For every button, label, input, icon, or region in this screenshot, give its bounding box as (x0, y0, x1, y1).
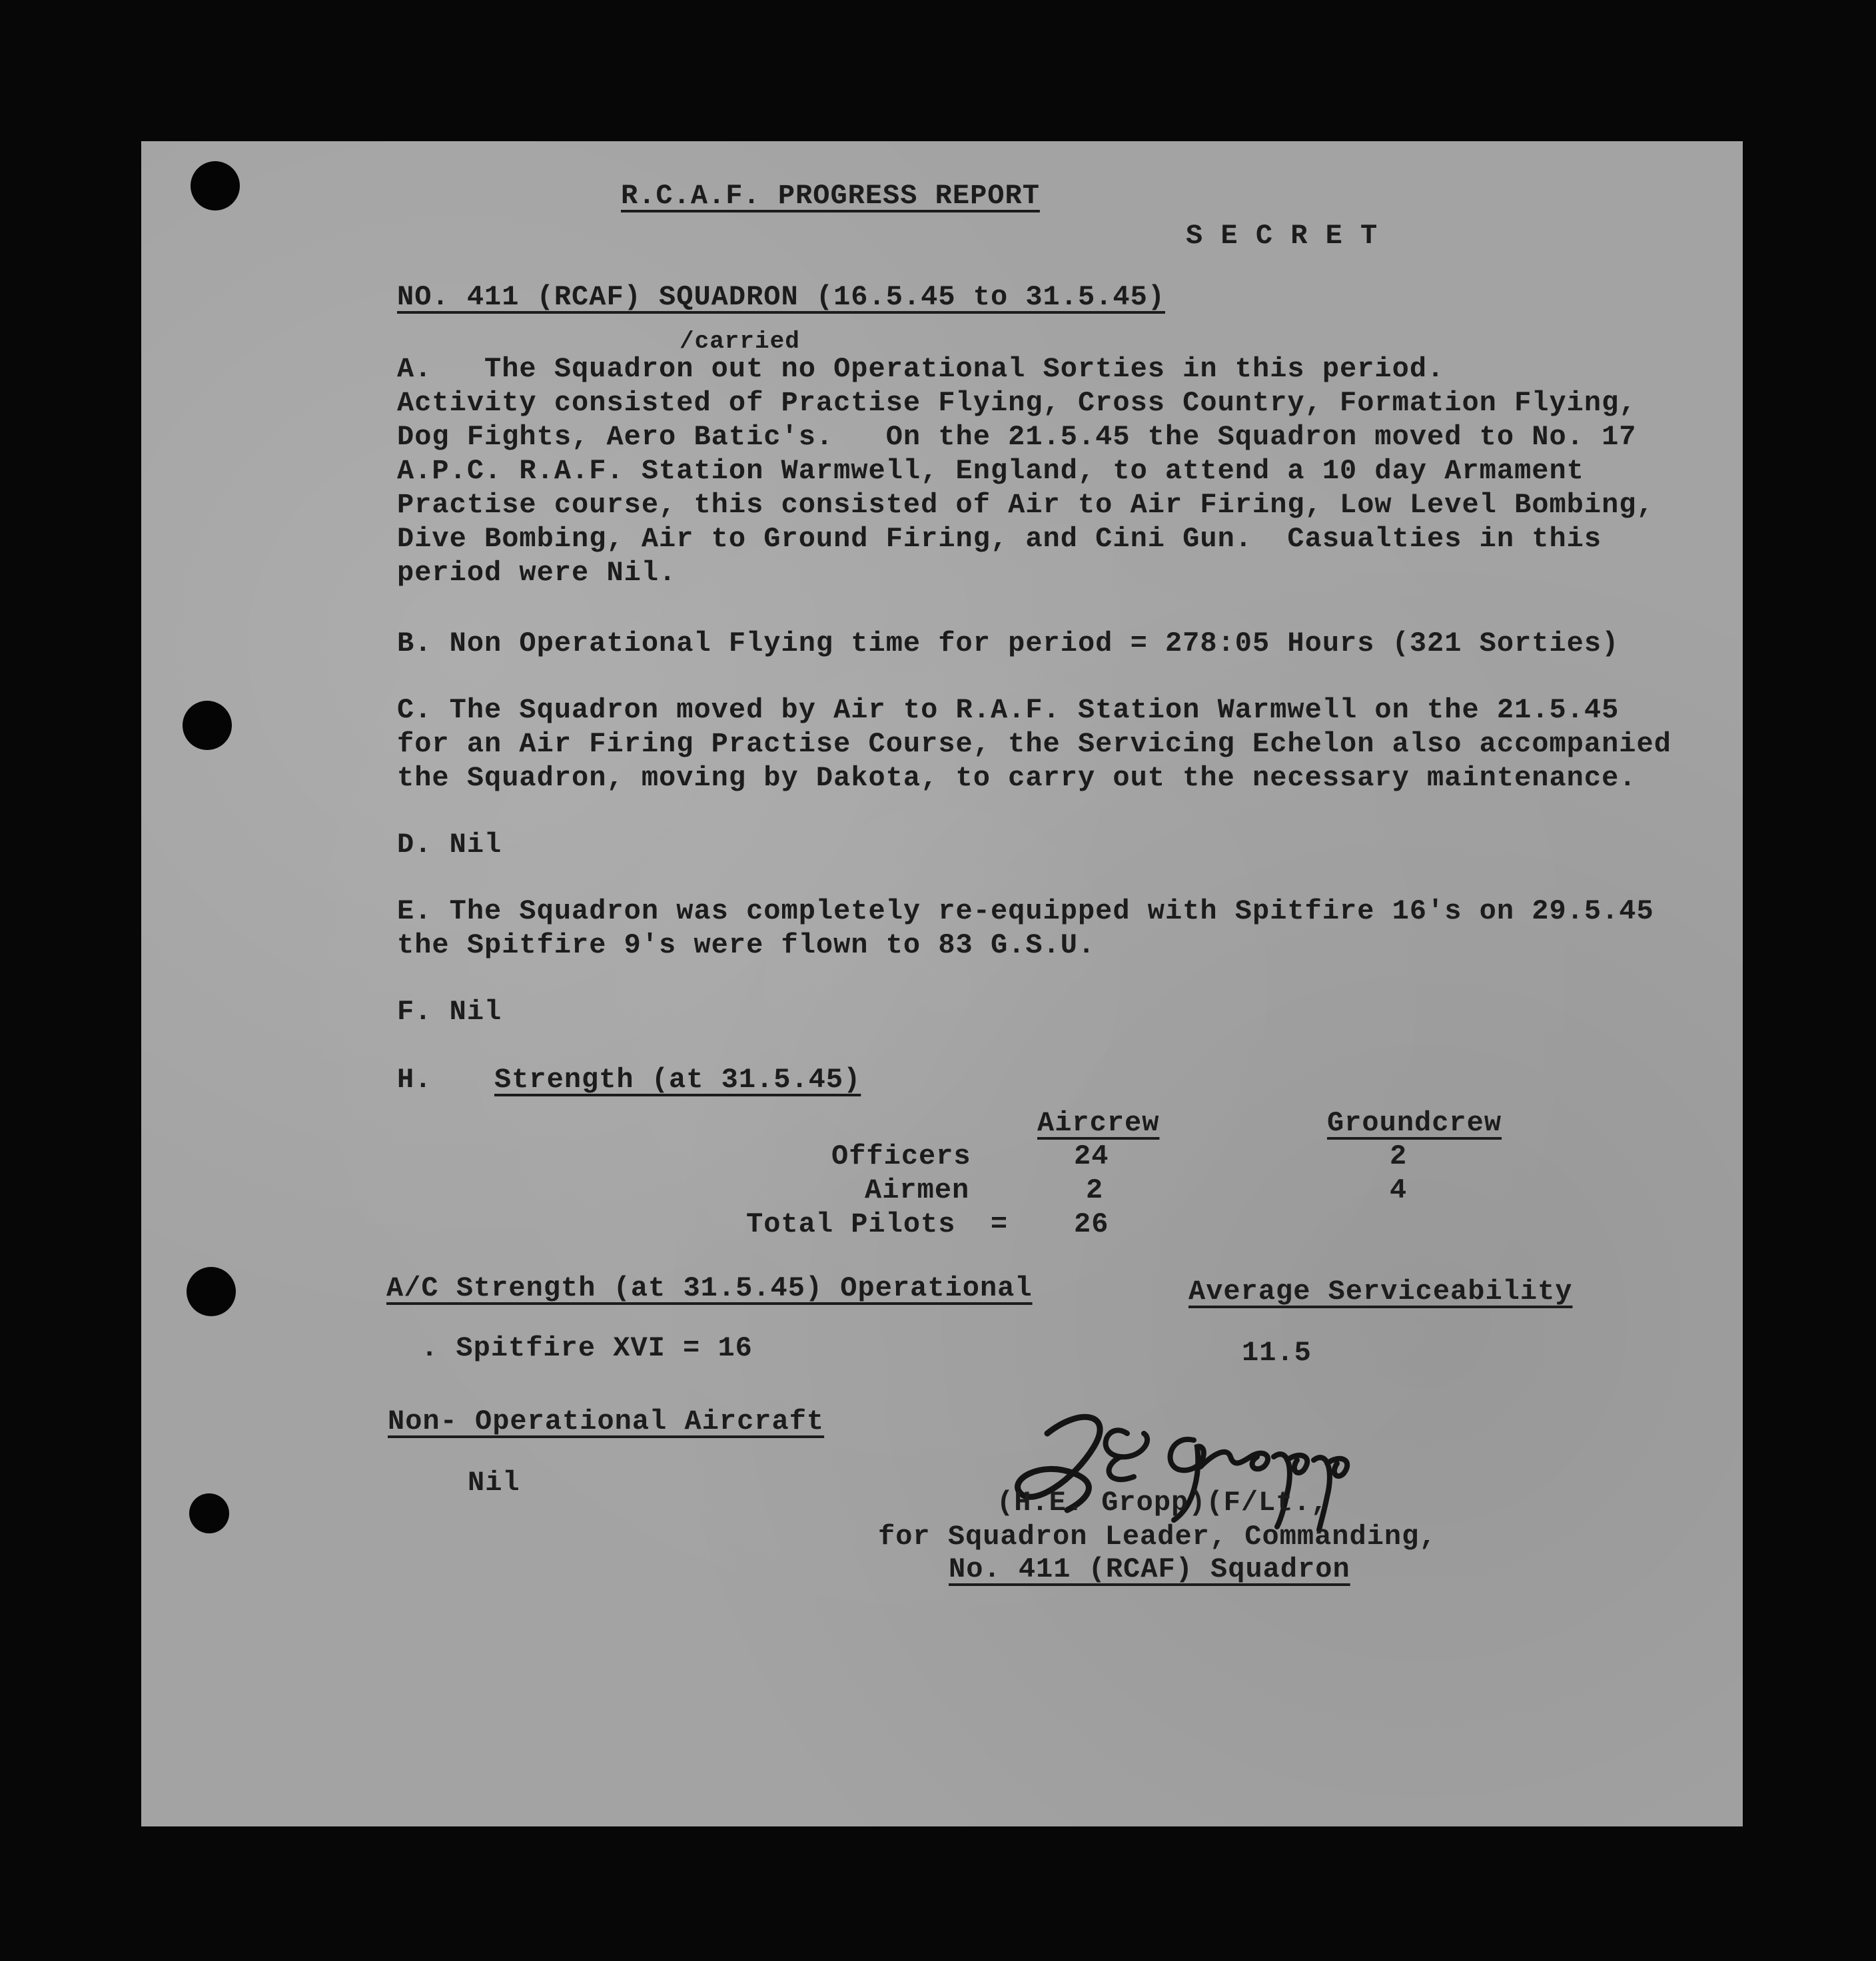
section-a-insertion: /carried (680, 328, 800, 355)
signature-name: (H.E. Gropp)(F/Lt., (997, 1487, 1328, 1519)
section-h-letter: H. (397, 1064, 432, 1096)
section-c-line: for an Air Firing Practise Course, the Servicing Echelon also accompanied (397, 728, 1671, 760)
groundcrew-header: Groundcrew (1327, 1107, 1502, 1139)
signature-unit: No. 411 (RCAF) Squadron (949, 1553, 1350, 1585)
officers-label: Officers (831, 1140, 971, 1172)
airmen-groundcrew: 4 (1390, 1174, 1408, 1206)
aircrew-header: Aircrew (1037, 1107, 1160, 1139)
ac-strength-title: A/C Strength (at 31.5.45) Operational (386, 1272, 1033, 1304)
section-a-line: A.P.C. R.A.F. Station Warmwell, England, to attend a 10 day Armament (397, 455, 1584, 487)
report-title: R.C.A.F. PROGRESS REPORT (621, 180, 1040, 212)
total-pilots-value: 26 (1074, 1208, 1109, 1240)
section-a-line: A. The Squadron out no Operational Sorties in this period. (397, 353, 1445, 385)
punch-hole-2 (183, 701, 232, 750)
signature-role: for Squadron Leader, Commanding, (878, 1521, 1437, 1553)
section-a-line: period were Nil. (397, 557, 677, 589)
section-a-line: Practise course, this consisted of Air to Air Firing, Low Level Bombing, (397, 489, 1654, 521)
spitfire-count: . Spitfire XVI = 16 (421, 1332, 753, 1364)
section-e-line: E. The Squadron was completely re-equipped with Spitfire 16's on 29.5.45 (397, 895, 1654, 927)
airmen-label: Airmen (865, 1174, 970, 1206)
punch-hole-1 (191, 161, 240, 210)
punch-hole-3 (187, 1267, 236, 1316)
non-operational-value: Nil (468, 1467, 520, 1499)
section-e-line: the Spitfire 9's were flown to 83 G.S.U. (397, 929, 1096, 961)
serviceability-value: 11.5 (1242, 1337, 1312, 1369)
non-operational-title: Non- Operational Aircraft (388, 1405, 825, 1437)
document-page (141, 141, 1743, 1826)
section-a-line: Activity consisted of Practise Flying, Cross Country, Formation Flying, (397, 387, 1637, 419)
classification-mark: S E C R E T (1186, 220, 1378, 252)
officers-aircrew: 24 (1074, 1140, 1109, 1172)
section-a-line: Dive Bombing, Air to Ground Firing, and Cini Gun. Casualties in this (397, 523, 1602, 555)
section-d: D. Nil (397, 829, 502, 861)
total-pilots-label: Total Pilots = (746, 1208, 1009, 1240)
section-a-line: Dog Fights, Aero Batic's. On the 21.5.45 the Squadron moved to No. 17 (397, 421, 1637, 453)
squadron-heading: NO. 411 (RCAF) SQUADRON (16.5.45 to 31.5.45) (397, 281, 1165, 313)
section-b: B. Non Operational Flying time for period = 278:05 Hours (321 Sorties) (397, 627, 1620, 659)
airmen-aircrew: 2 (1086, 1174, 1104, 1206)
punch-hole-4 (189, 1493, 229, 1533)
strength-title: Strength (at 31.5.45) (494, 1064, 861, 1096)
section-f: F. Nil (397, 996, 502, 1028)
section-c-line: C. The Squadron moved by Air to R.A.F. Station Warmwell on the 21.5.45 (397, 694, 1620, 726)
officers-groundcrew: 2 (1390, 1140, 1408, 1172)
section-c-line: the Squadron, moving by Dakota, to carry out the necessary maintenance. (397, 762, 1637, 794)
serviceability-title: Average Serviceability (1188, 1276, 1573, 1308)
